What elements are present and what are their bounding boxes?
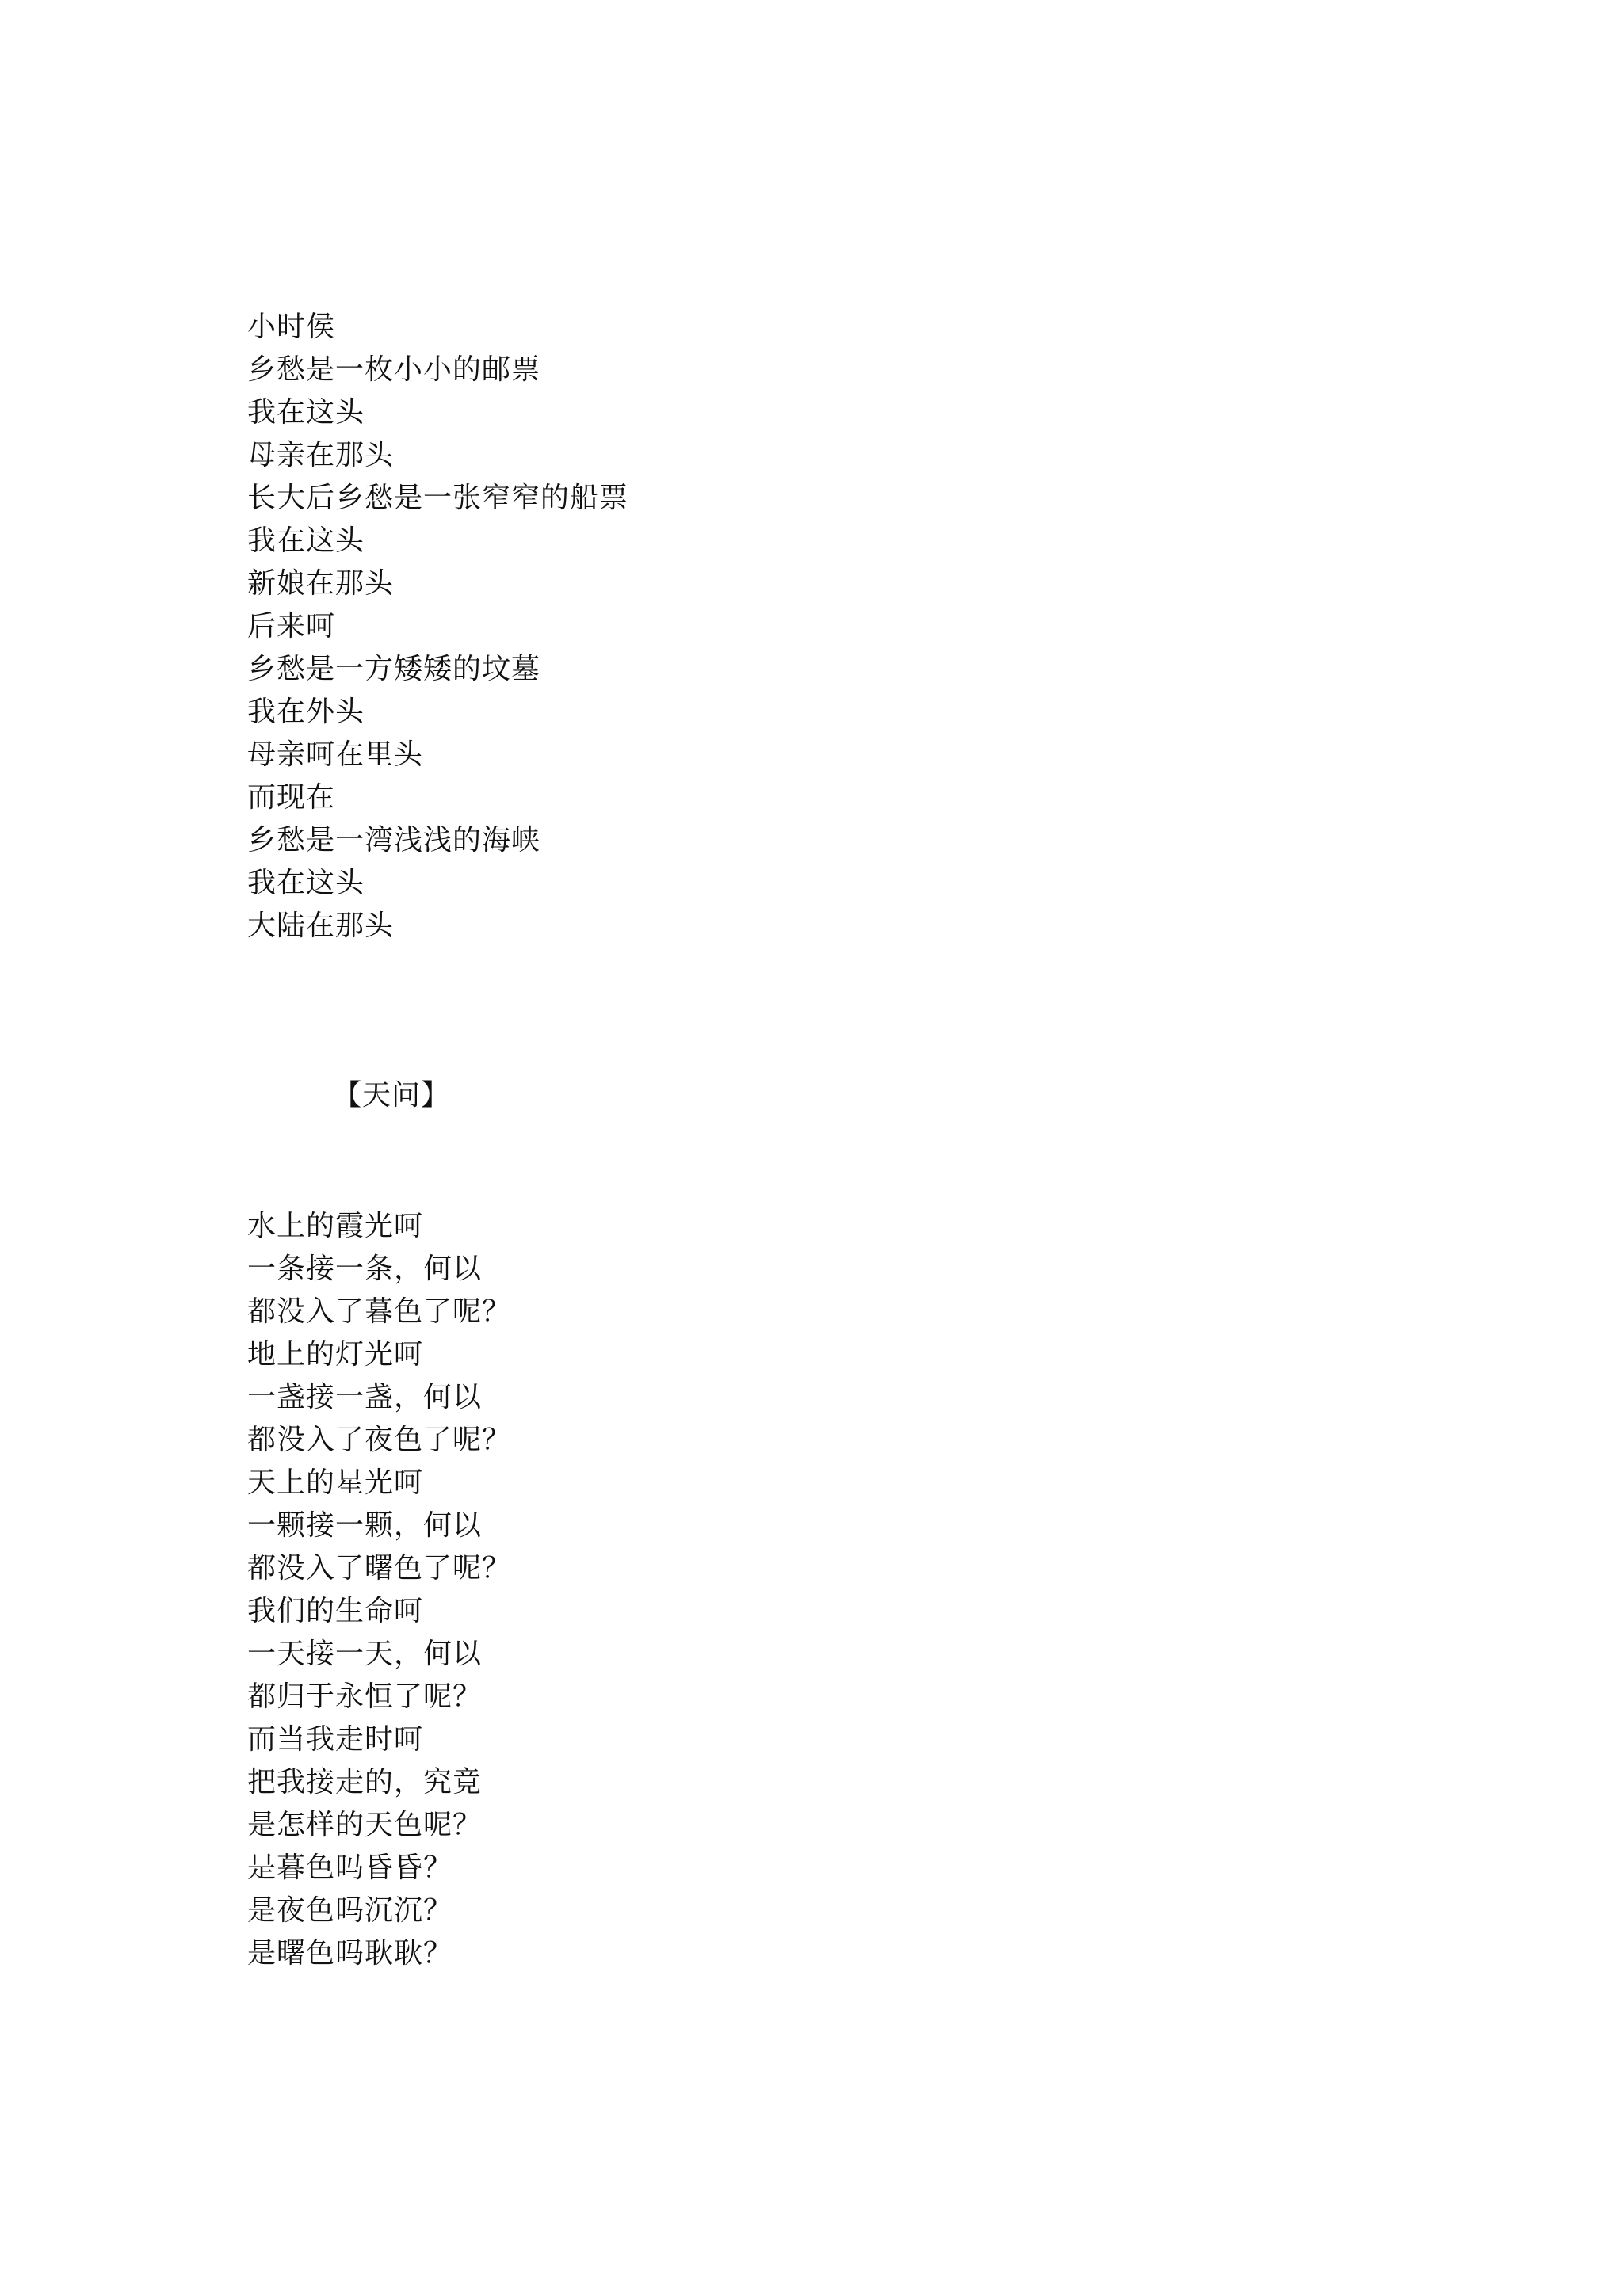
poem-line: 乡愁是一湾浅浅的海峡 xyxy=(247,824,541,856)
poem-line: 母亲呵在里头 xyxy=(247,738,424,771)
poem-line: 天上的星光呵 xyxy=(247,1466,424,1499)
poem-line: 一盏接一盏，何以 xyxy=(247,1381,483,1413)
poem-line: 后来呵 xyxy=(247,610,336,643)
poem-line: 大陆在那头 xyxy=(247,910,395,942)
poem-line: 长大后乡愁是一张窄窄的船票 xyxy=(247,482,629,514)
poem-line: 一天接一天，何以 xyxy=(247,1638,483,1670)
poem-line: 都没入了夜色了呢？ xyxy=(247,1424,512,1456)
poem-line: 是暮色吗昏昏？ xyxy=(247,1852,453,1884)
poem-homesickness xyxy=(247,306,628,948)
poem-tianwen xyxy=(247,1205,511,1975)
poem-line: 地上的灯光呵 xyxy=(247,1338,424,1371)
poem-line: 水上的霞光呵 xyxy=(247,1210,424,1242)
poem-line: 我在这头 xyxy=(247,867,365,899)
poem-line: 而当我走时呵 xyxy=(247,1723,424,1756)
poem-line: 是曙色吗耿耿？ xyxy=(247,1937,453,1970)
poem-line: 都没入了暮色了呢？ xyxy=(247,1295,512,1328)
poem-line: 母亲在那头 xyxy=(247,439,395,471)
poem-line: 都没入了曙色了呢？ xyxy=(247,1552,512,1585)
poem-line: 是夜色吗沉沉？ xyxy=(247,1894,453,1927)
poem-title: 【天问】 xyxy=(333,1079,451,1112)
poem-line: 我在外头 xyxy=(247,696,365,728)
poem-line: 乡愁是一枚小小的邮票 xyxy=(247,353,541,386)
poem-line: 我在这头 xyxy=(247,396,365,429)
poem-line: 新娘在那头 xyxy=(247,567,395,600)
poem-line: 是怎样的天色呢？ xyxy=(247,1809,483,1841)
poem-line: 一条接一条，何以 xyxy=(247,1253,483,1285)
poem-line: 而现在 xyxy=(247,781,336,814)
poem-line: 都归于永恒了呢？ xyxy=(247,1680,483,1713)
poem-line: 我们的生命呵 xyxy=(247,1595,424,1627)
poem-line: 把我接走的，究竟 xyxy=(247,1766,483,1798)
poem-line: 小时侯 xyxy=(247,311,336,343)
poem-line: 我在这头 xyxy=(247,524,365,557)
poem-line: 一颗接一颗，何以 xyxy=(247,1509,483,1542)
poem-line: 乡愁是一方矮矮的坟墓 xyxy=(247,653,541,685)
